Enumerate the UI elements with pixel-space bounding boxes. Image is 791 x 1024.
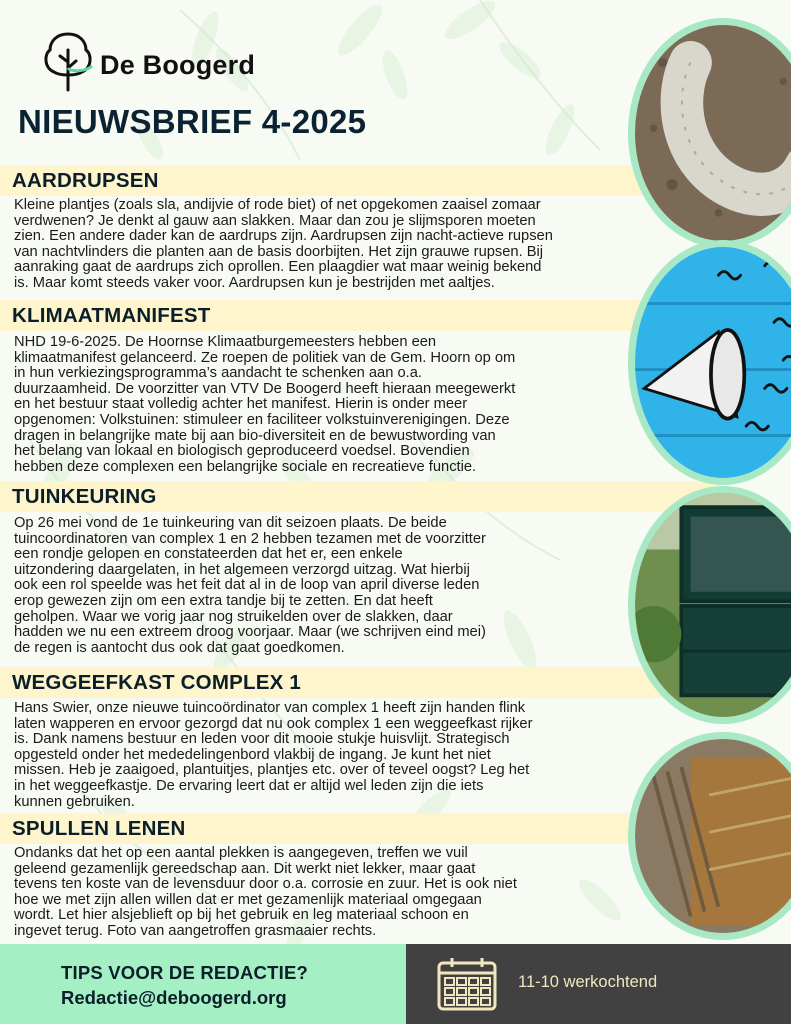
section-body: Kleine plantjes (zoals sla, andijvie of rode biet) of net opgekomen zaaisel zomaar verdwenen? Je denkt al gauw aan slakken. Maar dan zou je slijmsporen moeten zien. Een andere dader kan de aardrups zijn. Aardrupsen zijn nacht-actieve rupsen van nachtvlinders die planten aan de basis doorbijten. Het zijn grauwe rupsen. Bij aanraking gaat de aardrups zich oprollen. Een plaagdier wat maar weinig bekend is. Maar komt steeds vaker voor. Aardrupsen kun je bestrijden met aaltjes. xyxy=(14,197,553,291)
calendar-icon xyxy=(436,957,498,1011)
section-heading: TUINKEURING xyxy=(12,485,157,508)
newsletter-title: NIEUWSBRIEF 4-2025 xyxy=(18,103,367,140)
section-heading: WEGGEEFKAST COMPLEX 1 xyxy=(12,671,301,694)
section-heading-band xyxy=(0,165,720,196)
tree-logo-icon xyxy=(40,28,96,92)
tips-label: TIPS VOOR DE REDACTIE? xyxy=(61,962,308,983)
werkochtend-date: 11-10 werkochtend xyxy=(518,973,658,991)
section-body: Ondanks dat het op een aantal plekken is aangegeven, treffen we vuil geleend gezamenlijk gereedschap aan. Dit werkt niet lekker, maar gaat tevens ten koste van de levensduur door o.a. corrosie en zuur. Het is ook niet hoe we met zijn allen willen dat er met gezamenlijk materiaal omgegaan wordt. Let hier alsjeblieft op bij het gebruik en leg materiaal schoon en ingevet terug. Foto van aangetroffen grasmaaier rechts. xyxy=(14,845,517,939)
footer-date xyxy=(406,944,791,1024)
section-heading: KLIMAATMANIFEST xyxy=(12,304,211,327)
section-heading-band xyxy=(0,813,720,844)
section-heading-band xyxy=(0,481,720,512)
brand-name: De Boogerd xyxy=(100,50,256,80)
section-body: Hans Swier, onze nieuwe tuincoördinator van complex 1 heeft zijn handen flink laten wapperen en ervoor gezorgd dat nu ook complex 1 een weggeefkast rijker is. Dank namens bestuur en leden voor dit mooie stukje huisvlijt. Strategisch opgesteld onder het mededelingenbord vlakbij de ingang. Je kunt het niet missen. Heb je zaaigoed, plantuitjes, plantjes etc. over of teveel oogst? Leg het in het weggeefkastje. De ervaring leert dat er altijd wel leden zijn die iets kunnen gebruiken. xyxy=(14,700,533,810)
section-heading-band xyxy=(0,667,720,698)
section-heading: SPULLEN LENEN xyxy=(12,817,186,840)
section-body: NHD 19-6-2025. De Hoornse Klimaatburgemeesters hebben een klimaatmanifest gelanceerd. Ze roepen de politiek van de Gem. Hoorn op om in hun verkiezingsprogramma’s aandacht te schenken aan o.a. duurzaamheid. De voorzitter van VTV De Boogerd heeft hieraan meegewerkt en het bestuur staat volledig achter het manifest. Hierin is onder meer opgenomen: Volkstuinen: stimuleer en faciliteer volkstuinverenigingen. Deze dragen in belangrijke mate bij aan bio-diversiteit en de bewustwording van het belang van lokaal en biologisch geproduceerd voedsel. Bovendien hebben deze complexen een belangrijke sociale en recreatieve functie. xyxy=(14,334,516,475)
section-heading: AARDRUPSEN xyxy=(12,169,159,192)
section-body: Op 26 mei vond de 1e tuinkeuring van dit seizoen plaats. De beide tuincoordinatoren van complex 1 en 2 hebben tezamen met de voorzitter een rondje gelopen en constateerden dat het er, een enkele uitzondering daargelaten, in het algemeen verzorgd uitzag. Wat hierbij ook een rol speelde was het feit dat al in de loop van april diverse leden erop gewezen zijn om een extra tandje bij te zetten. En dat heeft geholpen. Waar we vorig jaar nog struikelden over de slakken, daar hadden we nu een extreem droog voorjaar. Maar (we schrijven eind mei) de regen is aantocht dus ook dat gaat goedkomen. xyxy=(14,515,486,656)
section-heading-band xyxy=(0,300,720,331)
redactie-email[interactable]: Redactie@deboogerd.org xyxy=(61,987,287,1008)
footer-tips xyxy=(0,944,406,1024)
